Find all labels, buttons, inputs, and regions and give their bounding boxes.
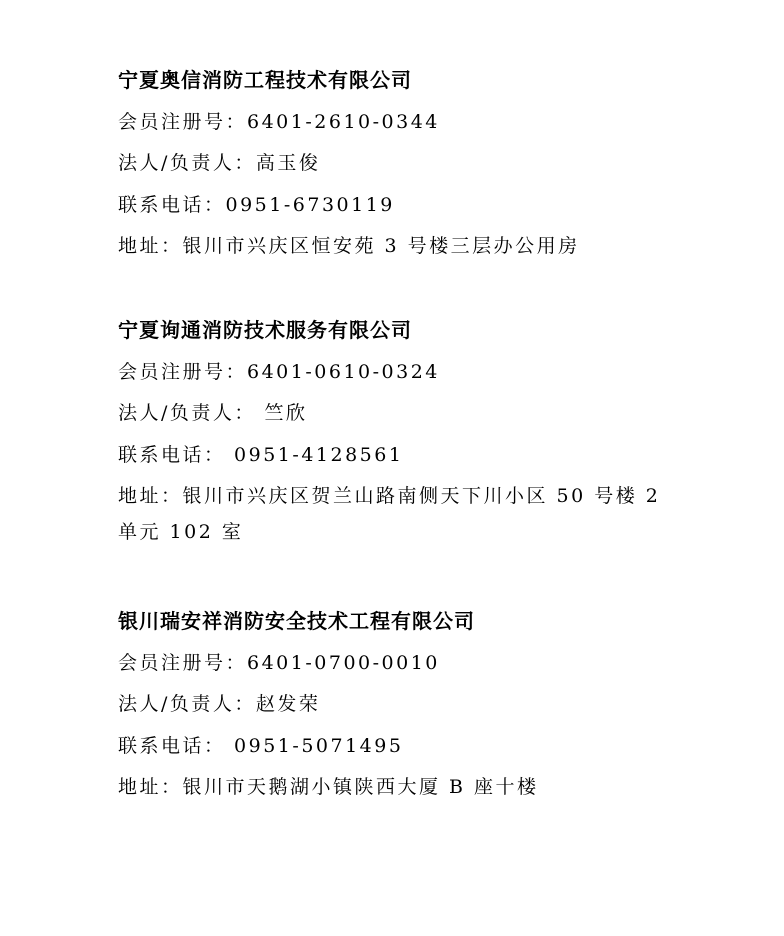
legal-representative: 法人/负责人： 竺欣	[118, 402, 308, 424]
legal-representative: 法人/负责人：高玉俊	[118, 152, 321, 174]
contact-phone: 联系电话： 0951-5071495	[118, 734, 404, 757]
registration-number: 会员注册号：6401-2610-0344	[118, 110, 440, 133]
contact-phone: 联系电话： 0951-4128561	[118, 443, 404, 466]
registration-number: 会员注册号：6401-0700-0010	[118, 651, 440, 674]
company-entry	[118, 603, 718, 811]
company-entry	[118, 62, 718, 270]
legal-representative: 法人/负责人：赵发荣	[118, 693, 321, 715]
address: 地址：银川市天鹅湖小镇陕西大厦 B 座十楼	[118, 776, 539, 798]
address: 地址：银川市兴庆区恒安苑 3 号楼三层办公用房	[118, 235, 580, 257]
registration-number: 会员注册号：6401-0610-0324	[118, 360, 440, 383]
company-entry	[118, 312, 718, 550]
address: 地址：银川市兴庆区贺兰山路南侧天下川小区 50 号楼 2 单元 102 室	[118, 485, 661, 543]
company-name: 宁夏询通消防技术服务有限公司	[118, 318, 412, 342]
company-name: 宁夏奥信消防工程技术有限公司	[118, 68, 412, 92]
company-name: 银川瑞安祥消防安全技术工程有限公司	[118, 609, 475, 633]
contact-phone: 联系电话：0951-6730119	[118, 193, 395, 216]
